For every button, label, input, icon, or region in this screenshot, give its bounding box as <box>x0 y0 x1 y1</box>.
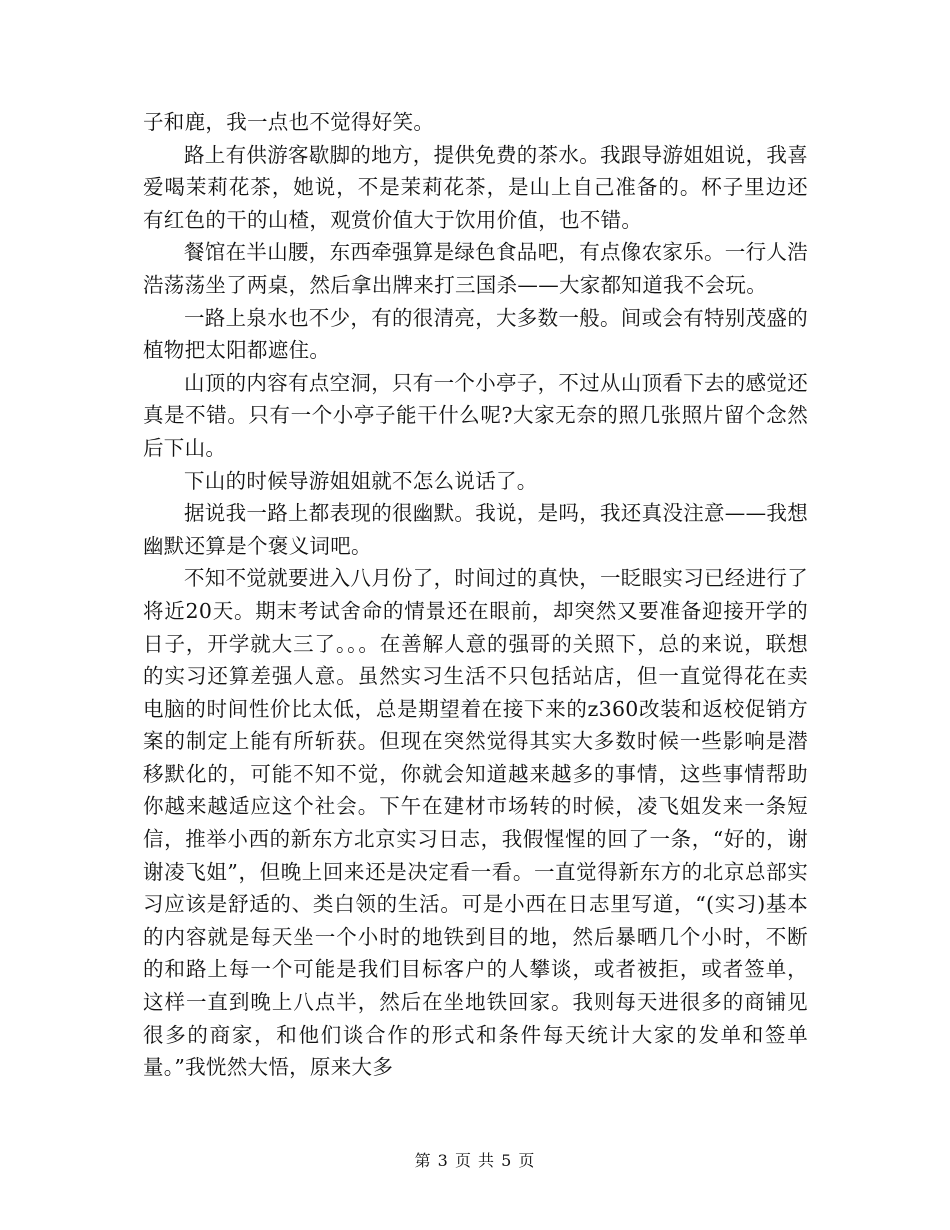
paragraph-humor: 据说我一路上都表现的很幽默。我说，是吗，我还真没注意——我想幽默还算是个褒义词吧。 <box>143 501 808 558</box>
paragraph-internship: 不知不觉就要进入八月份了，时间过的真快，一眨眼实习已经进行了将近20天。期末考试舍命的情景还在眼前，却突然又要准备迎接开学的日子，开学就大三了。。。在善解人意的强哥的关照下，总的来说，联想的实习还算差强人意。虽然实习生活不只包括站店，但一直觉得花在卖电脑的时间性价比太低，总是期望着在接下来的z360改装和返校促销方案的制定上能有所斩获。但现在突然觉得其实大多数时候一些影响是潜移默化的，可能不知不觉，你就会知道越来越多的事情，这些事情帮助你越来越适应这个社会。下午在建材市场转的时候，凌飞姐发来一条短信，推举小西的新东方北京实习日志，我假惺惺的回了一条，“好的，谢谢凌飞姐”，但晚上回来还是决定看一看。一直觉得新东方的北京总部实习应该是舒适的、类白领的生活。可是小西在日志里写道，“(实习)基本的内容就是每天坐一个小时的地铁到目的地，然后暴晒几个小时，不断的和路上每一个可能是我们目标客户的人攀谈，或者被拒，或者签单，这样一直到晚上八点半，然后在坐地铁回家。我则每天进很多的商铺见很多的商家，和他们谈合作的形式和条件每天统计大家的发单和签单量。”我恍然大悟，原来大多 <box>143 566 808 1080</box>
paragraph-restaurant: 餐馆在半山腰，东西牵强算是绿色食品吧，有点像农家乐。一行人浩浩荡荡坐了两桌，然后拿出牌来打三国杀——大家都知道我不会玩。 <box>143 240 808 297</box>
paragraph-summit: 山顶的内容有点空洞，只有一个小亭子，不过从山顶看下去的感觉还真是不错。只有一个小亭子能干什么呢?大家无奈的照几张照片留个念然后下山。 <box>143 370 808 460</box>
paragraph-tea: 路上有供游客歇脚的地方，提供免费的茶水。我跟导游姐姐说，我喜爱喝茉莉花茶，她说，不是茉莉花茶，是山上自己准备的。杯子里边还有红色的干的山楂，观赏价值大于饮用价值，也不错。 <box>143 142 808 232</box>
body-text <box>143 106 808 1084</box>
paragraph-descent: 下山的时候导游姐姐就不怎么说话了。 <box>184 468 538 493</box>
paragraph-continuation: 子和鹿，我一点也不觉得好笑。 <box>143 110 435 134</box>
paragraph-springs: 一路上泉水也不少，有的很清亮，大多数一般。间或会有特别茂盛的植物把太阳都遮住。 <box>143 305 808 363</box>
page-number-footer: 第 3 页 共 5 页 <box>414 1151 536 1170</box>
